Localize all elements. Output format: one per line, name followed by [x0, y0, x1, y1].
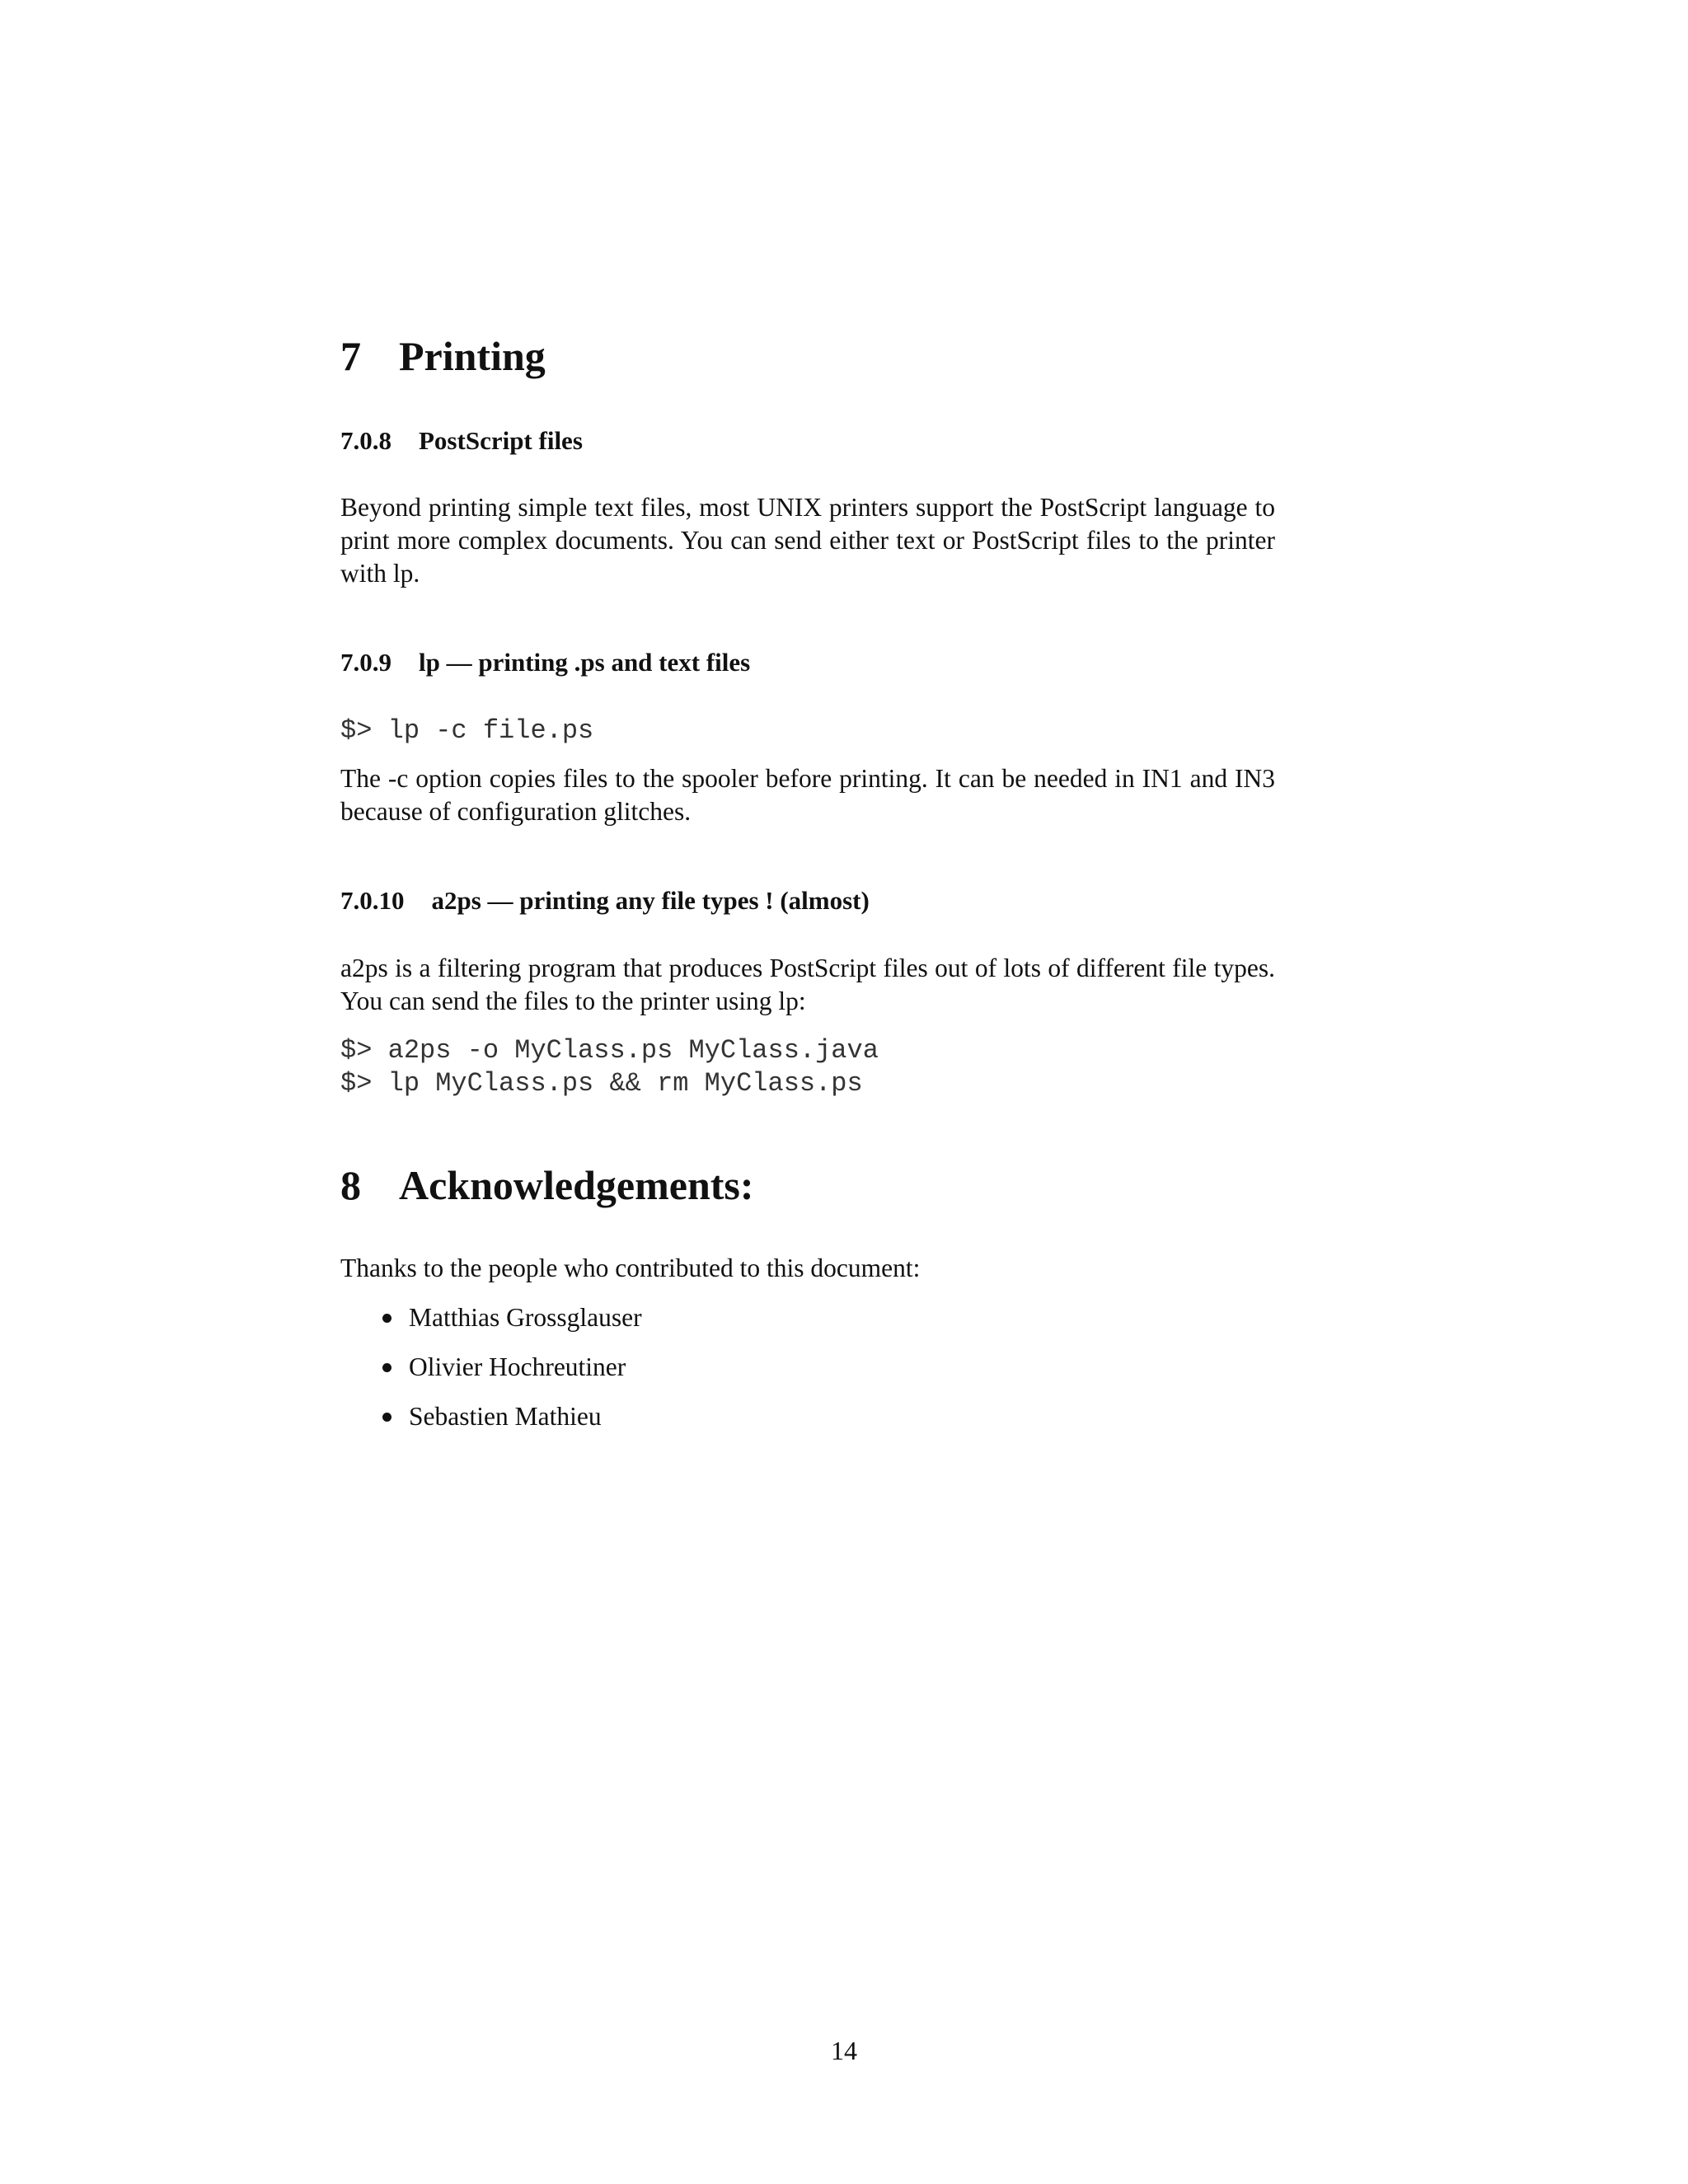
- subsection-number: 7.0.10: [340, 886, 405, 915]
- section-heading-printing: [340, 331, 546, 381]
- code-line: $> a2ps -o MyClass.ps MyClass.java: [340, 1035, 879, 1066]
- contributor-name: Sebastien Mathieu: [409, 1402, 602, 1431]
- paragraph-acknowledgements-intro: Thanks to the people who contributed to this document:: [340, 1254, 921, 1282]
- code-line: $> lp -c file.ps: [340, 715, 594, 746]
- section-number: 7: [340, 333, 361, 379]
- subsection-heading-postscript-files: [340, 424, 583, 457]
- section-title: Acknowledgements:: [399, 1162, 754, 1208]
- code-block-a2ps: [340, 1034, 879, 1100]
- document-page: [340, 0, 1275, 2184]
- list-item: [340, 1351, 642, 1400]
- page-number: 14: [831, 2036, 857, 2065]
- bullet-icon: [382, 1363, 392, 1372]
- contributors-list: [340, 1301, 642, 1450]
- list-item: [340, 1301, 642, 1351]
- section-number: 8: [340, 1162, 361, 1208]
- subsection-number: 7.0.8: [340, 426, 392, 455]
- bullet-icon: [382, 1413, 392, 1422]
- subsection-title: lp — printing .ps and text files: [419, 648, 751, 677]
- subsection-number: 7.0.9: [340, 648, 392, 677]
- list-item: [340, 1400, 642, 1450]
- section-title: Printing: [399, 333, 546, 379]
- subsection-heading-lp: [340, 646, 750, 679]
- code-block-lp: [340, 715, 593, 748]
- subsection-heading-a2ps: [340, 884, 870, 917]
- paragraph-lp: The -c option copies files to the spooler before printing. It can be needed in IN1 and IN3 because of configuration glitches.: [340, 764, 1275, 826]
- section-heading-acknowledgements: [340, 1160, 754, 1210]
- subsection-title: a2ps — printing any file types ! (almost): [431, 886, 870, 915]
- code-line: $> lp MyClass.ps && rm MyClass.ps: [340, 1068, 863, 1099]
- paragraph-postscript-files: Beyond printing simple text files, most UNIX printers support the PostScript language to print more complex documents. You can send either text or PostScript files to the printer with lp.: [340, 493, 1275, 588]
- contributor-name: Matthias Grossglauser: [409, 1303, 642, 1332]
- contributor-name: Olivier Hochreutiner: [409, 1352, 626, 1381]
- subsection-title: PostScript files: [419, 426, 583, 455]
- paragraph-a2ps: a2ps is a filtering program that produces PostScript files out of lots of different file types. You can send the files to the printer using lp:: [340, 954, 1275, 1015]
- bullet-icon: [382, 1314, 392, 1323]
